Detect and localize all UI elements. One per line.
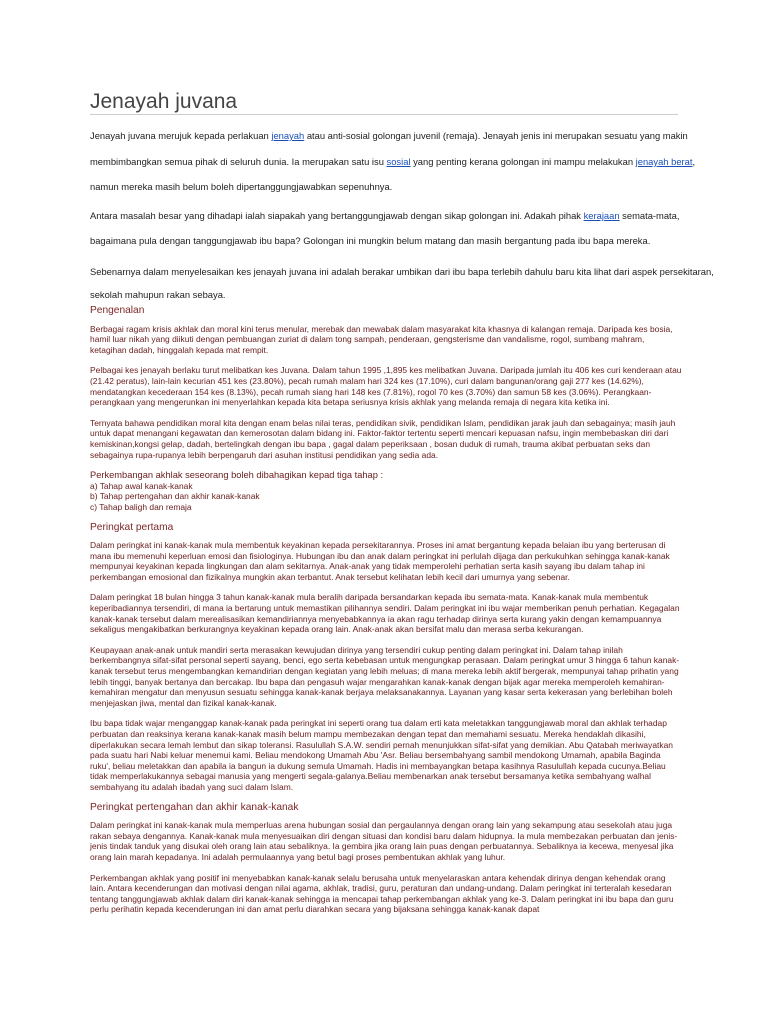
tahap-intro: Perkembangan akhlak seseorang boleh dibahagikan kepad tiga tahap :: [90, 470, 384, 481]
pengenalan-paragraph-2: Pelbagai kes jenayah berlaku turut melibatkan kes Juvana. Dalam tahun 1995 ,1,895 kes melibatkan Juvana. Daripada jumlah itu 406 kes curi kenderaan atau (21.42 peratus), lain-lain kecurian 451 kes (23.80%), pecah rumah malam hari 324 kes (17.10%), curi dalam bangunan/orang gaji 277 kes (14.62%), mendatangkan kecederaan 154 kes (8.13%), pecah rumah siang hari 148 kes (7.81%), rogol 70 kes (3.70%) dan samun 58 kes (3.06%). Perangkaan-perangkaan yang mengerunkan ini menyerlahkan kepada kita betapa seriusnya krisis akhlak yang melanda remaja di negara kita ketika ini.: [90, 365, 682, 408]
heading-peringkat-pertengahan: Peringkat pertengahan dan akhir kanak-kanak: [90, 801, 299, 813]
pertama-paragraph-3: Keupayaan anak-anak untuk mandiri serta merasakan kewujudan dirinya yang tersendiri cukup penting dalam peringkat ini. Dalam tahap inilah berkembangnya sifat-sifat personal seperti sayang, benci, ego serta kebebasan untuk mengungkap perasaan. Dalam peringkat umur 3 hingga 6 tahun kanak-kanak tersebut terus mengembangkan kemandirian dengan kegiatan yang lebih meluas; di mana mereka lebih aktif bergerak, mempunyai tahap prihatin yang lebih tinggi, banyak bertanya dan bercakap. Ibu bapa dan pengasuh wajar mengarahkan kanak-kanak dengan bijak agar mereka memperoleh kemahiran-kemahiran mengatur dan menyusun sesuatu sehingga kanak-kanak berjaya melaksanakannya. Layanan yang kasar serta kekerasan yang berlebihan boleh menjejaskan jiwa, mental dan fizikal kanak-kanak.: [90, 644, 680, 708]
intro-p1-line1: [90, 130, 688, 142]
intro-text: atau anti-sosial golongan juvenil (remaja). Jenayah jenis ini merupakan sesuatu yang makin: [304, 130, 688, 141]
pertengahan-paragraph-1: Dalam peringkat ini kanak-kanak mula memperluas arena hubungan sosial dan pergaulannya dengan orang lain yang sekampung atau sesekolah atau juga rakan sebaya dengannya. Kanak-kanak mula menyesuaikan diri dengan situasi dan kondisi baru dalam hidupnya. Ia mula membezakan perbuatan dan jenis-jenis tindak tanduk yang disukai oleh orang lain atau sebaliknya. Ia gembira jika orang lain puas dengan perbuatannya. Sebaliknya ia kecewa, menyesal jika orang lain marah kepadanya. Ini adalah permulaannya yang betul bagi proses pembentukan akhlak yang luhur.: [90, 820, 678, 862]
intro-p1-line3: namun mereka masih belum boleh dipertanggungjawabkan sepenuhnya.: [90, 181, 393, 192]
list-item: c) Tahap baligh dan remaja: [90, 501, 192, 512]
pertama-paragraph-4: Ibu bapa tidak wajar menganggap kanak-kanak pada peringkat ini seperti orang tua dalam erti kata meletakkan tanggungjawab moral dan akhlak terhadap perbuatan dan reaksinya kerana kanak-kanak masih belum mampu membezakan dengan tepat dan memahami sesuatu. Mereka hendaklah dikasihi, diperlakukan secara lemah lembut dan sikap toleransi. Rasulullah S.A.W. sendiri pernah menunjukkan sifat-sifat yang demikian. Abu Qatabah meriwayatkan pada suatu hari Nabi keluar menemui kami. Beliau mendokong Umamah Abu 'Asr. Beliau bersembahyang sambil mendokong Umamah, apabila Baginda ruku', beliau meletakkan dan apabila ia bangun ia dukung semula Umamah. Hadis ini membayangkan betapa kasihnya Rasulullah kepada cucunya.Beliau tidak memperlakukannya sebagai manusia yang mengerti segala-galanya.Beliau membenarkan anak tersebut bersamanya ketika sembahyang walhal sembahyang itu adalah ibadah yang suci dalam Islam.: [90, 718, 673, 792]
intro-p3-line1: Sebenarnya dalam menyelesaikan kes jenayah juvana ini adalah berakar umbikan dari ibu bapa terlebih dahulu baru kita lihat dari aspek persekitaran,: [90, 266, 714, 277]
heading-pengenalan: Pengenalan: [90, 305, 145, 316]
link-jenayah[interactable]: jenayah: [271, 130, 305, 141]
article-body: [90, 306, 682, 925]
link-sosial[interactable]: sosial: [386, 156, 411, 167]
pertengahan-paragraph-2: Perkembangan akhlak yang positif ini menyebabkan kanak-kanak selalu berusaha untuk menyelaraskan antara kehendak dirinya dengan kehendak orang lain. Antara kecenderungan dan motivasi dengan nilai agama, akhlak, tradisi, guru, peraturan dan undang-undang. Dalam peringkat ini terteralah kesedaran tentang tanggungjawab akhlak dalam diri kanak-kanak sehingga ia mencapai tahap perkembangan akhlak yang ke-3. Dalam peringkat ini ibu bapa dan guru perlu perihatin kepada kecenderungan ini dan amat perlu diarahkan secara yang bijaksana sehingga kanak-kanak dapat: [90, 872, 674, 915]
pengenalan-paragraph-1: Berbagai ragam krisis akhlak dan moral kini terus menular, merebak dan mewabak dalam masyarakat kita khasnya di kalangan remaja. Daripada kes bosia, hamil luar nikah yang diikuti dengan pembuangan zuriat di dalam tong sampah, penderaan, gengsterisme dan vandalisme, rogol, sumbang mahram, ketagihan dadah, hinggalah kepada mat rempit.: [90, 323, 673, 355]
list-item: a) Tahap awal kanak-kanak: [90, 480, 193, 491]
pertama-paragraph-2: Dalam peringkat 18 bulan hingga 3 tahun kanak-kanak mula beralih daripada bersandarkan kepada ibu semata-mata. Kanak-kanak mula membentuk keperibadiannya tersendiri, di mana ia bertarung untuk memastikan pilihannya sendiri. Dalam peringkat ini ibu wajar memberikan penuh perhatian. Kegagalan kanak-kanak tersebut dalam merealisasikan kemandiriannya menyebabkannya ia akan ragu terhadap dirinya serta kurang yakin dengan kemampuannya sekaligus mengakibatkan berkurangnya keyakinan kepada orang lain. Anak-anak akan bersifat malu dan merasa serba kekurangan.: [90, 592, 680, 635]
title-divider: [90, 114, 678, 115]
intro-text: membimbangkan semua pihak di seluruh dunia. Ia merupakan satu isu: [90, 156, 387, 167]
intro-text: Antara masalah besar yang dihadapi ialah siapakah yang bertanggungjawab dengan sikap golongan ini. Adakah pihak: [90, 210, 584, 221]
intro-text: semata-mata,: [619, 210, 680, 221]
page-title: Jenayah juvana: [90, 90, 238, 113]
intro-p2-line2: bagaimana pula dengan tanggungjawab ibu bapa? Golongan ini mungkin belum matang dan masih bergantung pada ibu bapa mereka.: [90, 235, 651, 246]
link-jenayah-berat[interactable]: jenayah berat: [635, 156, 693, 167]
tahap-list: [90, 481, 682, 513]
intro-text: ,: [692, 156, 696, 167]
pertama-paragraph-1: Dalam peringkat ini kanak-kanak mula membentuk keyakinan kepada persekitarannya. Proses ini amat bergantung kepada belaian ibu yang berterusan di mana ibu memenuhi keperluan emosi dan fisiologinya. Hubungan ibu dan anak dalam peringkat ini perlulah dijaga dan perkukuhkan sehingga kanak-kanak mempunyai keyakinan kepada lingkungan dan alam sekitarnya. Anak-anak yang tidak memperolehi perhatian serta kasih sayang ibu dalam tahap ini perkembangan emosional dan fizikalnya mungkin akan terbantut. Anak tersebut kelihatan lebih kecil dari umurnya yang sebenar.: [90, 540, 670, 582]
intro-p2-line1: [90, 210, 679, 222]
list-item: b) Tahap pertengahan dan akhir kanak-kanak: [90, 491, 260, 502]
intro-p3-line2: sekolah mahupun rakan sebaya.: [90, 289, 226, 300]
heading-peringkat-pertama: Peringkat pertama: [90, 521, 174, 533]
intro-text: Jenayah juvana merujuk kepada perlakuan: [90, 130, 272, 141]
link-kerajaan[interactable]: kerajaan: [583, 210, 620, 221]
intro-p1-line2: [90, 156, 695, 168]
intro-text: yang penting kerana golongan ini mampu melakukan: [410, 156, 636, 167]
pengenalan-paragraph-3: Ternyata bahawa pendidikan moral kita dengan enam belas nilai teras, pendidikan sivik, pendidikan Islam, pendidikan jarak jauh dan sebagainya; masih jauh untuk dapat menangani kegawatan dan kemerosotan dalam bidang ini. Faktor-faktor tertentu seperti mencari kepuasan nafsu, ingin membebaskan diri dari kemiskinan,kongsi gelap, dadah, bertelingkah dengan ibu bapa , gagal dalam peperiksaan , bosan duduk di rumah, trauma akibat perbuatan seks dan sebagainya rupa-rupanya lebih berpengaruh dari asuhan institusi pendidikan yang sedia ada.: [90, 417, 676, 460]
